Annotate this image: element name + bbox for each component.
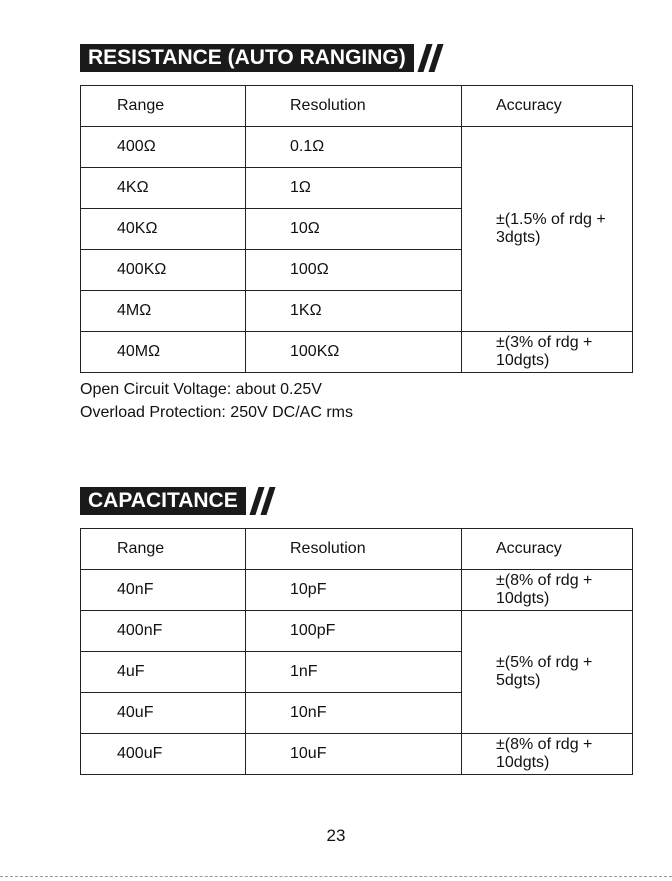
resolution-cell: 100KΩ xyxy=(246,332,462,373)
accuracy-cell: ±(3% of rdg + 10dgts) xyxy=(462,332,633,373)
range-cell: 40nF xyxy=(81,570,246,611)
accuracy-cell: ±(5% of rdg + 5dgts) xyxy=(462,611,633,734)
resolution-cell: 100Ω xyxy=(246,250,462,291)
resistance-section-header xyxy=(80,44,444,72)
capacitance-title: CAPACITANCE xyxy=(80,487,246,515)
resolution-cell: 10pF xyxy=(246,570,462,611)
resolution-cell: 1Ω xyxy=(246,168,462,209)
overload-protection-note: Overload Protection: 250V DC/AC rms xyxy=(80,404,353,421)
range-cell: 4MΩ xyxy=(81,291,246,332)
header-resolution: Resolution xyxy=(246,86,462,127)
table-row xyxy=(81,332,633,373)
table-row xyxy=(81,611,633,652)
resolution-cell: 10uF xyxy=(246,734,462,775)
resistance-title: RESISTANCE (AUTO RANGING) xyxy=(80,44,414,72)
resolution-cell: 1nF xyxy=(246,652,462,693)
table-row xyxy=(81,127,633,168)
range-cell: 4uF xyxy=(81,652,246,693)
header-range: Range xyxy=(81,86,246,127)
accuracy-cell: ±(8% of rdg + 10dgts) xyxy=(462,570,633,611)
bottom-divider xyxy=(0,876,672,877)
range-cell: 40KΩ xyxy=(81,209,246,250)
resistance-table xyxy=(80,85,633,373)
range-cell: 400Ω xyxy=(81,127,246,168)
resolution-cell: 1KΩ xyxy=(246,291,462,332)
table-row xyxy=(81,570,633,611)
open-circuit-voltage-note: Open Circuit Voltage: about 0.25V xyxy=(80,381,322,398)
table-header-row xyxy=(81,86,633,127)
range-cell: 400KΩ xyxy=(81,250,246,291)
range-cell: 4KΩ xyxy=(81,168,246,209)
double-slash-icon xyxy=(422,44,444,72)
resolution-cell: 100pF xyxy=(246,611,462,652)
accuracy-cell: ±(8% of rdg + 10dgts) xyxy=(462,734,633,775)
header-accuracy: Accuracy xyxy=(462,529,633,570)
table-row xyxy=(81,734,633,775)
accuracy-cell: ±(1.5% of rdg + 3dgts) xyxy=(462,127,633,332)
table-header-row xyxy=(81,529,633,570)
capacitance-section-header xyxy=(80,487,276,515)
resolution-cell: 10nF xyxy=(246,693,462,734)
capacitance-table xyxy=(80,528,633,775)
range-cell: 40MΩ xyxy=(81,332,246,373)
range-cell: 400nF xyxy=(81,611,246,652)
double-slash-icon xyxy=(254,487,276,515)
range-cell: 400uF xyxy=(81,734,246,775)
header-range: Range xyxy=(81,529,246,570)
header-accuracy: Accuracy xyxy=(462,86,633,127)
page-number: 23 xyxy=(326,826,346,845)
header-resolution: Resolution xyxy=(246,529,462,570)
resolution-cell: 10Ω xyxy=(246,209,462,250)
range-cell: 40uF xyxy=(81,693,246,734)
resolution-cell: 0.1Ω xyxy=(246,127,462,168)
